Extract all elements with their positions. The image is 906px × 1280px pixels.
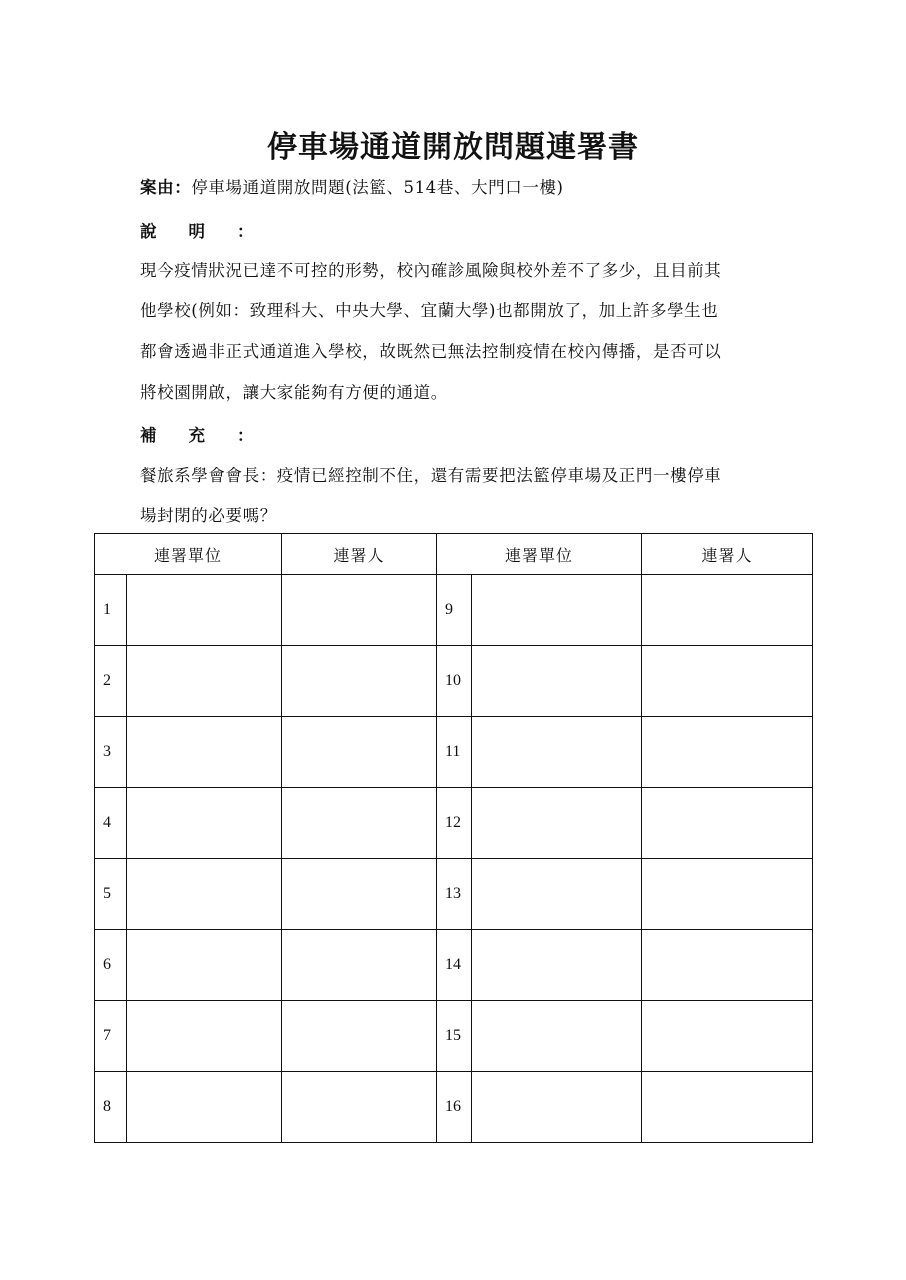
unit-cell-left[interactable] (127, 646, 282, 717)
unit-cell-right[interactable] (472, 930, 642, 1001)
signer-cell-left[interactable] (282, 859, 437, 930)
table-header-row (95, 534, 813, 575)
unit-cell-right[interactable] (472, 788, 642, 859)
table-row (95, 646, 813, 717)
explanation-heading (140, 218, 286, 242)
signer-cell-left[interactable] (282, 646, 437, 717)
signer-cell-right[interactable] (642, 859, 813, 930)
signer-cell-right[interactable] (642, 1072, 813, 1143)
row-number-left: 8 (95, 1072, 127, 1143)
explanation-line-3: 都會透過非正式通道進入學校，故既然已無法控制疫情在校內傳播，是否可以 (140, 342, 722, 361)
document-title: 停車場通道開放問題連署書 (267, 130, 639, 165)
signer-cell-left[interactable] (282, 575, 437, 646)
table-row (95, 1072, 813, 1143)
table-row (95, 717, 813, 788)
supplement-line-1: 餐旅系學會會長：疫情已經控制不住，還有需要把法籃停車場及正門一樓停車 (140, 466, 722, 485)
unit-cell-left[interactable] (127, 1001, 282, 1072)
header-unit-right: 連署單位 (437, 534, 642, 575)
row-number-right: 13 (437, 859, 472, 930)
row-number-right: 12 (437, 788, 472, 859)
row-number-right: 9 (437, 575, 472, 646)
row-number-left: 2 (95, 646, 127, 717)
supplement-heading (140, 422, 286, 446)
table-row (95, 1001, 813, 1072)
case-text: 停車場通道開放問題(法籃、514巷、大門口一樓) (191, 178, 564, 197)
row-number-left: 1 (95, 575, 127, 646)
signature-table (94, 533, 813, 1143)
unit-cell-right[interactable] (472, 1072, 642, 1143)
row-number-left: 7 (95, 1001, 127, 1072)
row-number-left: 3 (95, 717, 127, 788)
signer-cell-right[interactable] (642, 575, 813, 646)
supplement-label: 補充： (140, 426, 286, 445)
row-number-right: 16 (437, 1072, 472, 1143)
header-signer-left: 連署人 (282, 534, 437, 575)
signer-cell-right[interactable] (642, 930, 813, 1001)
unit-cell-left[interactable] (127, 717, 282, 788)
unit-cell-left[interactable] (127, 930, 282, 1001)
row-number-right: 14 (437, 930, 472, 1001)
signer-cell-left[interactable] (282, 1001, 437, 1072)
unit-cell-left[interactable] (127, 859, 282, 930)
signer-cell-right[interactable] (642, 1001, 813, 1072)
explanation-line-1: 現今疫情狀況已達不可控的形勢，校內確診風險與校外差不了多少，且目前其 (140, 261, 722, 280)
signer-cell-right[interactable] (642, 646, 813, 717)
header-unit-left: 連署單位 (95, 534, 282, 575)
explanation-line-4: 將校園開啟，讓大家能夠有方便的通道。 (140, 383, 448, 402)
signer-cell-left[interactable] (282, 1072, 437, 1143)
table-row (95, 575, 813, 646)
signer-cell-left[interactable] (282, 717, 437, 788)
row-number-right: 10 (437, 646, 472, 717)
unit-cell-left[interactable] (127, 575, 282, 646)
signer-cell-right[interactable] (642, 717, 813, 788)
explanation-line-2: 他學校(例如：致理科大、中央大學、宜蘭大學)也都開放了，加上許多學生也 (140, 301, 719, 320)
case-line (140, 174, 564, 198)
row-number-right: 11 (437, 717, 472, 788)
unit-cell-right[interactable] (472, 1001, 642, 1072)
unit-cell-right[interactable] (472, 575, 642, 646)
unit-cell-left[interactable] (127, 788, 282, 859)
unit-cell-right[interactable] (472, 859, 642, 930)
row-number-left: 4 (95, 788, 127, 859)
explanation-label: 說明： (140, 222, 286, 241)
table-row (95, 930, 813, 1001)
unit-cell-right[interactable] (472, 646, 642, 717)
table-row (95, 788, 813, 859)
signer-cell-right[interactable] (642, 788, 813, 859)
table-row (95, 859, 813, 930)
case-label: 案由： (140, 178, 192, 197)
unit-cell-right[interactable] (472, 717, 642, 788)
row-number-left: 6 (95, 930, 127, 1001)
header-signer-right: 連署人 (642, 534, 813, 575)
row-number-right: 15 (437, 1001, 472, 1072)
signer-cell-left[interactable] (282, 930, 437, 1001)
row-number-left: 5 (95, 859, 127, 930)
signer-cell-left[interactable] (282, 788, 437, 859)
unit-cell-left[interactable] (127, 1072, 282, 1143)
supplement-line-2: 場封閉的必要嗎？ (140, 506, 277, 525)
